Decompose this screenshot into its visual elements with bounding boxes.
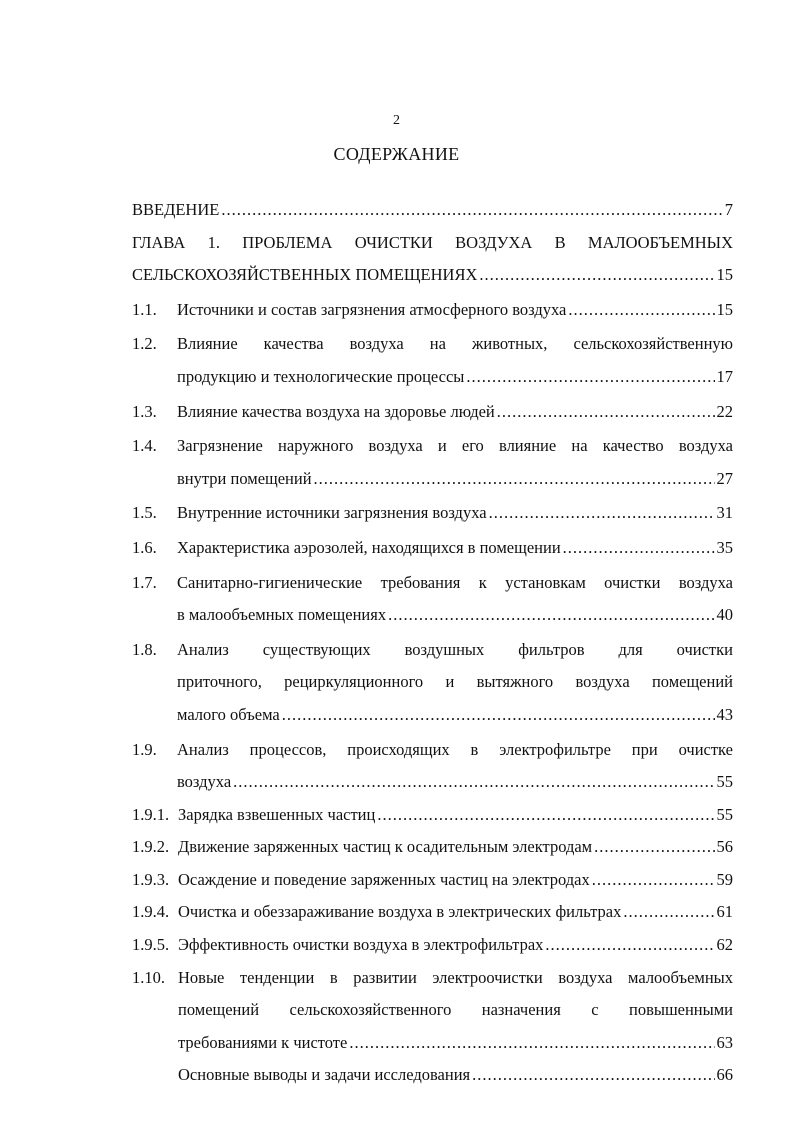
toc-entry-1-6[interactable] [132, 532, 733, 565]
dot-leader [592, 864, 715, 897]
toc-page-number: 55 [716, 804, 733, 824]
toc-entry-text: СЕЛЬСКОХОЗЯЙСТВЕННЫХ ПОМЕЩЕНИЯХ [132, 265, 478, 285]
dot-leader [282, 699, 715, 732]
dot-leader [545, 929, 714, 962]
toc-entry-text: Характеристика аэрозолей, находящихся в помещении [177, 537, 561, 557]
dot-leader [479, 259, 714, 292]
dot-leader [472, 1059, 714, 1092]
toc-entry-text: Очистка и обеззараживание воздуха в электрических фильтрах [178, 902, 622, 922]
toc-section-number: 1.4. [132, 436, 157, 456]
toc-entry-text: внутри помещений [177, 468, 312, 488]
dot-leader [594, 831, 714, 864]
toc-section-number: 1.5. [132, 503, 157, 523]
toc-page-number: 59 [716, 869, 733, 889]
page-number: 2 [393, 113, 400, 128]
dot-leader [489, 497, 715, 530]
dot-leader [563, 532, 715, 565]
toc-page-number: 17 [716, 366, 733, 386]
toc-page-number: 22 [716, 401, 733, 421]
toc-entry-1-9-5[interactable] [132, 929, 733, 962]
toc-entry-1-2[interactable] [132, 328, 733, 393]
toc-page-number: 40 [716, 605, 733, 625]
toc-entry-text: помещений сельскохозяйственного назначения с повышенными [178, 1000, 733, 1020]
toc-entry-text: Анализ процессов, происходящих в электрофильтре при очистке [177, 739, 733, 759]
toc-section-number: 1.2. [132, 334, 157, 354]
toc-section-number: 1.9.4. [132, 902, 170, 922]
dot-leader [377, 799, 714, 832]
toc-entry-introduction[interactable] [132, 194, 733, 227]
table-of-contents [132, 194, 733, 1092]
toc-entry-text: требованиями к чистоте [178, 1032, 348, 1052]
toc-entry-text: Зарядка взвешенных частиц [178, 804, 376, 824]
toc-page-number: 62 [716, 935, 733, 955]
toc-entry-text: Влияние качества воздуха на здоровье людей [177, 401, 495, 421]
toc-section-number: 1.9.1. [132, 804, 170, 824]
toc-entry-text: Основные выводы и задачи исследования [178, 1065, 471, 1085]
dot-leader [314, 463, 715, 496]
toc-entry-conclusions[interactable] [132, 1059, 733, 1092]
toc-entry-1-9[interactable] [132, 734, 733, 799]
toc-section-number: 1.3. [132, 401, 157, 421]
toc-entry-1-5[interactable] [132, 497, 733, 530]
toc-section-number: 1.7. [132, 572, 157, 592]
toc-entry-text: Внутренние источники загрязнения воздуха [177, 503, 487, 523]
toc-entry-text: Новые тенденции в развитии электроочистки воздуха малообъемных [178, 967, 733, 987]
page-title: СОДЕРЖАНИЕ [333, 144, 460, 164]
toc-entry-text: воздуха [177, 772, 232, 792]
toc-section-number: 1.9. [132, 739, 157, 759]
toc-page-number: 66 [716, 1065, 733, 1085]
toc-entry-text: Влияние качества воздуха на животных, сельскохозяйственную [177, 334, 733, 354]
dot-leader [233, 766, 714, 799]
toc-entry-1-9-4[interactable] [132, 896, 733, 929]
toc-entry-1-4[interactable] [132, 430, 733, 495]
toc-section-number: 1.9.2. [132, 837, 170, 857]
toc-page-number: 43 [716, 704, 733, 724]
toc-section-number: 1.9.5. [132, 935, 170, 955]
toc-page-number: 15 [716, 299, 733, 319]
toc-entry-text: Движение заряженных частиц к осадительным электродам [178, 837, 593, 857]
toc-entry-text: Осаждение и поведение заряженных частиц на электродах [178, 869, 590, 889]
toc-page-number: 35 [716, 537, 733, 557]
toc-entry-text: Санитарно-гигиенические требования к установкам очистки воздуха [177, 572, 733, 592]
toc-entry-text: продукцию и технологические процессы [177, 366, 465, 386]
toc-section-number: 1.1. [132, 299, 157, 319]
toc-entry-1-3[interactable] [132, 396, 733, 429]
toc-page-number: 7 [724, 200, 733, 219]
toc-entry-1-9-3[interactable] [132, 864, 733, 897]
toc-entry-1-7[interactable] [132, 567, 733, 632]
toc-section-number: 1.9.3. [132, 869, 170, 889]
toc-page-number: 61 [716, 902, 733, 922]
toc-page-number: 15 [716, 265, 733, 285]
toc-section-number: 1.8. [132, 639, 157, 659]
toc-entry-1-1[interactable] [132, 294, 733, 327]
dot-leader [497, 396, 715, 429]
toc-page-number: 31 [716, 503, 733, 523]
toc-entry-text: ВВЕДЕНИЕ [132, 200, 220, 219]
toc-entry-text: малого объема [177, 704, 280, 724]
dot-leader [466, 361, 714, 394]
toc-page-number: 55 [716, 772, 733, 792]
toc-page-number: 63 [716, 1032, 733, 1052]
toc-page-number: 27 [716, 468, 733, 488]
toc-entry-1-10[interactable] [132, 962, 733, 1060]
toc-section-number: 1.10. [132, 967, 165, 987]
toc-entry-text: Эффективность очистки воздуха в электрофильтрах [178, 935, 544, 955]
dot-leader [349, 1027, 714, 1060]
toc-entry-text: Анализ существующих воздушных фильтров для очистки [177, 639, 733, 659]
dot-leader [388, 599, 714, 632]
toc-entry-text: ГЛАВА 1. ПРОБЛЕМА ОЧИСТКИ ВОЗДУХА В МАЛООБЪЕМНЫХ [132, 232, 733, 252]
dot-leader [568, 294, 714, 327]
toc-entry-text: Источники и состав загрязнения атмосферного воздуха [177, 299, 567, 319]
toc-entry-text: в малообъемных помещениях [177, 605, 387, 625]
dot-leader [221, 194, 722, 227]
toc-entry-1-9-2[interactable] [132, 831, 733, 864]
toc-entry-chapter-1[interactable] [132, 227, 733, 292]
toc-page-number: 56 [716, 837, 733, 857]
toc-entry-1-8[interactable] [132, 634, 733, 732]
toc-entry-1-9-1[interactable] [132, 799, 733, 832]
toc-entry-text: приточного, рециркуляционного и вытяжного воздуха помещений [177, 672, 733, 692]
toc-section-number: 1.6. [132, 537, 157, 557]
dot-leader [623, 896, 714, 929]
toc-entry-text: Загрязнение наружного воздуха и его влияние на качество воздуха [177, 436, 733, 456]
